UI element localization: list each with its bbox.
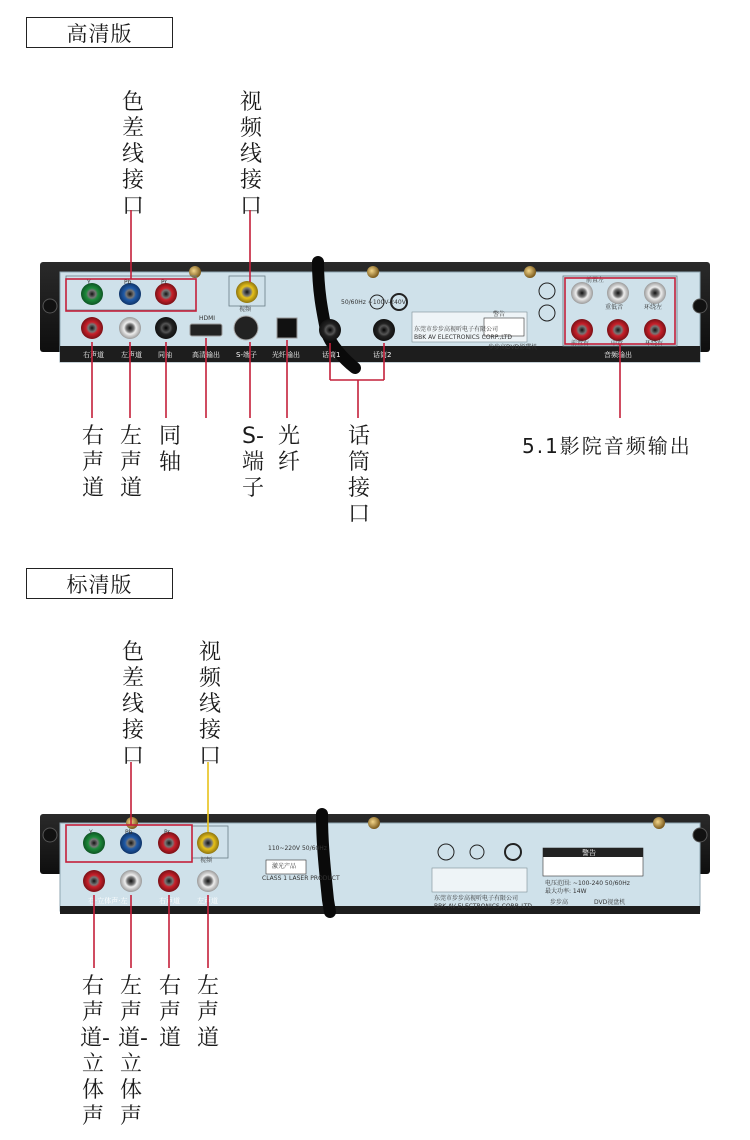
panel-laser-en-sd: CLASS 1 LASER PRODUCT (262, 875, 340, 882)
panel-port-mic1-hd: 话筒1 (322, 351, 341, 359)
optical-port (277, 318, 297, 338)
panel-port-optical-hd: 光纤输出 (272, 351, 300, 359)
panel-ch-r-sd: 右声道 (159, 897, 180, 905)
jack-audio-l-hd (119, 317, 141, 339)
label-right-stereo-sd: 右声道-立体声 (80, 974, 110, 1129)
section-title-sd: 标清版 (26, 568, 173, 599)
jack-svideo-hd (234, 316, 258, 340)
panel-sur-sub: 重低音 (605, 304, 624, 311)
panel-brand-hd: 步步高 (488, 344, 507, 351)
panel-y-sd: Y (89, 829, 93, 836)
panel-pb-sd: Pb (125, 829, 133, 836)
jack-pb-hd (119, 283, 141, 305)
panel-port-mic2-hd: 话筒2 (373, 351, 392, 359)
jack-y-sd (83, 832, 105, 854)
label-left-channel-sd: 左声道 (196, 974, 219, 1051)
panel-stereo-sd: 右·立体声·左 (88, 897, 128, 905)
panel-company-hd: 东莞市步步高视听电子有限公司 (414, 326, 499, 333)
panel-company-en-sd: BBK AV ELECTRONICS CORP.,LTD (434, 903, 533, 910)
jack-video-hd (236, 281, 258, 303)
label-video-hd: 视频线接口 (239, 90, 262, 219)
panel-video-hd: 视频 (239, 306, 252, 313)
panel-port-coax-hd: 同轴 (158, 351, 172, 359)
panel-sur-fl: 前置左 (586, 277, 605, 284)
section-title-hd: 高清版 (26, 17, 173, 48)
panel-model-hd: DVD影碟机 (506, 344, 538, 351)
panel-laser-sd: 激光产品 (272, 863, 297, 870)
sd-chassis (40, 814, 710, 914)
panel-warning-sd: 警告 (582, 849, 596, 857)
jack-audio-r-hd (81, 317, 103, 339)
panel-sur-c: 中置 (611, 340, 624, 347)
panel-company-sd: 东莞市步步高视听电子有限公司 (434, 895, 519, 902)
panel-power-sd: 110~220V 50/60Hz (268, 845, 327, 852)
panel-power-hd: 50/60Hz ~100V-240V (341, 299, 406, 306)
panel-port-r-hd: 右声道 (83, 351, 104, 359)
label-coaxial-hd: 同轴 (158, 424, 181, 475)
label-optical-hd: 光纤 (277, 424, 300, 475)
label-left-channel-hd: 左声道 (119, 424, 142, 501)
label-component-sd: 色差线接口 (121, 640, 144, 769)
panel-sur-sr: 环绕右 (645, 340, 664, 347)
panel-port-svideo-hd: S-端子 (236, 351, 257, 359)
label-right-channel-sd: 右声道 (158, 974, 181, 1051)
panel-sur-title: 音频输出 (604, 351, 632, 359)
panel-spec2-sd: 最大功率: 14W (545, 888, 587, 895)
label-right-channel-hd: 右声道 (81, 424, 104, 501)
panel-video-sd: 视频 (200, 857, 213, 864)
panel-warning-hd: 警告 (493, 311, 506, 318)
panel-spec1-sd: 电压范围: ~100-240 50/60Hz (545, 880, 630, 887)
label-svideo-hd: S-端子 (241, 424, 264, 501)
panel-port-l-hd: 左声道 (121, 351, 142, 359)
panel-y-hd: Y (87, 279, 91, 286)
panel-port-hdmi-hd: 高清输出 (192, 351, 220, 359)
panel-sur-fr: 前置右 (571, 340, 590, 347)
panel-company-en-hd: BBK AV ELECTRONICS CORP.,LTD (414, 334, 513, 341)
panel-pr-hd: Pr (161, 279, 167, 286)
hdmi-port (190, 324, 222, 336)
panel-model-sd: DVD视盘机 (594, 899, 626, 906)
panel-hdmi: HDMI (199, 315, 216, 322)
jack-mic2-hd (373, 319, 395, 341)
panel-pb-hd: Pb (124, 279, 132, 286)
label-left-stereo-sd: 左声道-立体声 (118, 974, 148, 1129)
jack-y-hd (81, 283, 103, 305)
label-video-sd: 视频线接口 (198, 640, 221, 769)
panel-pr-sd: Pr (164, 829, 170, 836)
panel-ch-l-sd: 左声道 (197, 897, 218, 905)
panel-sur-sl: 环绕左 (644, 304, 663, 311)
jack-pr-hd (155, 283, 177, 305)
label-surround-hd: 5.1影院音频输出 (522, 434, 692, 458)
jack-coax-hd (155, 317, 177, 339)
jack-video-sd (197, 832, 219, 854)
panel-brand-sd: 步步高 (550, 899, 569, 906)
jack-mic1-hd (319, 319, 341, 341)
label-mic-hd: 话筒接口 (347, 424, 370, 527)
label-component-hd: 色差线接口 (121, 90, 144, 219)
